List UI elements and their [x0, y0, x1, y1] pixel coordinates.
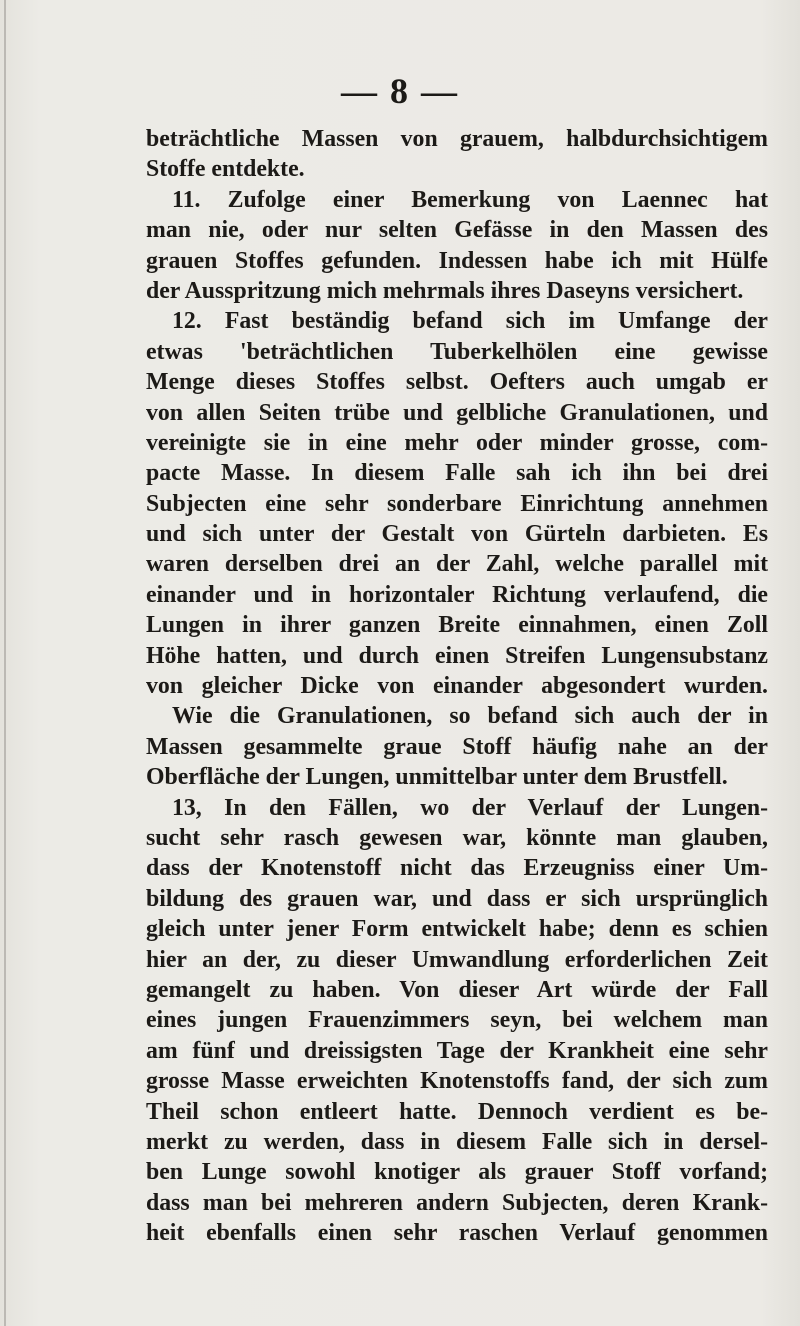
text-line: merkt zu werden, dass in diesem Falle sich in dersel- — [146, 1128, 768, 1155]
text-line: waren derselben drei an der Zahl, welche parallel mit — [146, 551, 768, 578]
text-line: Höhe hatten, und durch einen Streifen Lungensubstanz — [146, 642, 768, 669]
text-line: Subjecten eine sehr sonderbare Einrichtung annehmen — [146, 490, 768, 517]
text-line: der Ausspritzung mich mehrmals ihres Daseyns versichert. — [146, 277, 744, 304]
text-line: 11. Zufolge einer Bemerkung von Laennec hat — [172, 186, 768, 213]
text-line: und sich unter der Gestalt von Gürteln darbieten. Es — [146, 521, 768, 548]
text-line: gleich unter jener Form entwickelt habe; denn es schien — [146, 916, 768, 943]
paragraph-13 — [146, 793, 768, 1249]
text-line: hier an der, zu dieser Umwandlung erforderlichen Zeit — [146, 946, 768, 973]
text-line: heit ebenfalls einen sehr raschen Verlauf genommen — [146, 1220, 768, 1247]
text-line: bildung des grauen war, und dass er sich ursprünglich — [146, 885, 768, 912]
paragraph-12 — [146, 306, 768, 792]
text-line: sucht sehr rasch gewesen war, könnte man glauben, — [146, 824, 768, 851]
text-line: 13, In den Fällen, wo der Verlauf der Lungen- — [172, 794, 768, 821]
text-line: einander und in horizontaler Richtung verlaufend, die — [146, 581, 768, 608]
text-line: etwas 'beträchtlichen Tuberkelhölen eine gewisse — [146, 338, 768, 365]
text-line: eines jungen Frauenzimmers seyn, bei welchem man — [146, 1007, 768, 1034]
page-number: — 8 — — [341, 71, 459, 111]
text-line: von allen Seiten trübe und gelbliche Granulationen, und — [146, 399, 768, 426]
paragraph-continuation — [146, 124, 768, 185]
text-line: Menge dieses Stoffes selbst. Oefters auch umgab er — [146, 369, 768, 396]
text-line: man nie, oder nur selten Gefässe in den Massen des — [146, 217, 768, 244]
text-line: gemangelt zu haben. Von dieser Art würde der Fall — [146, 976, 768, 1003]
text-line: Lungen in ihrer ganzen Breite einnahmen, einen Zoll — [146, 612, 768, 639]
text-line: grosse Masse erweichten Knotenstoffs fand, der sich zum — [146, 1068, 768, 1095]
text-line: Theil schon entleert hatte. Dennoch verdient es be- — [146, 1098, 768, 1125]
text-line: beträchtliche Massen von grauem, halbdurchsichtigem — [146, 126, 768, 152]
text-line: ben Lunge sowohl knotiger als grauer Stoff vorfand; — [146, 1159, 768, 1186]
text-line: vereinigte sie in eine mehr oder minder grosse, com- — [146, 429, 768, 456]
text-line: dass man bei mehreren andern Subjecten, deren Krank- — [146, 1189, 768, 1216]
text-line: von gleicher Dicke von einander abgesondert wurden. — [146, 673, 768, 700]
text-line: 12. Fast beständig befand sich im Umfange der — [172, 308, 768, 335]
body-text — [146, 124, 768, 1248]
text-line: Wie die Granulationen, so befand sich auch der in — [172, 703, 768, 730]
text-line: am fünf und dreissigsten Tage der Krankheit eine sehr — [146, 1037, 768, 1064]
scan-edge — [4, 0, 6, 1326]
text-line: Stoffe entdekte. — [146, 156, 305, 183]
text-line: dass der Knotenstoff nicht das Erzeugniss einer Um- — [146, 855, 768, 882]
text-line: grauen Stoffes gefunden. Indessen habe ich mit Hülfe — [146, 247, 768, 274]
text-line: Oberfläche der Lungen, unmittelbar unter dem Brustfell. — [146, 764, 728, 791]
paragraph-11 — [146, 185, 768, 307]
text-line: Massen gesammelte graue Stoff häufig nahe an der — [146, 733, 768, 760]
text-line: pacte Masse. In diesem Falle sah ich ihn bei drei — [146, 460, 768, 487]
